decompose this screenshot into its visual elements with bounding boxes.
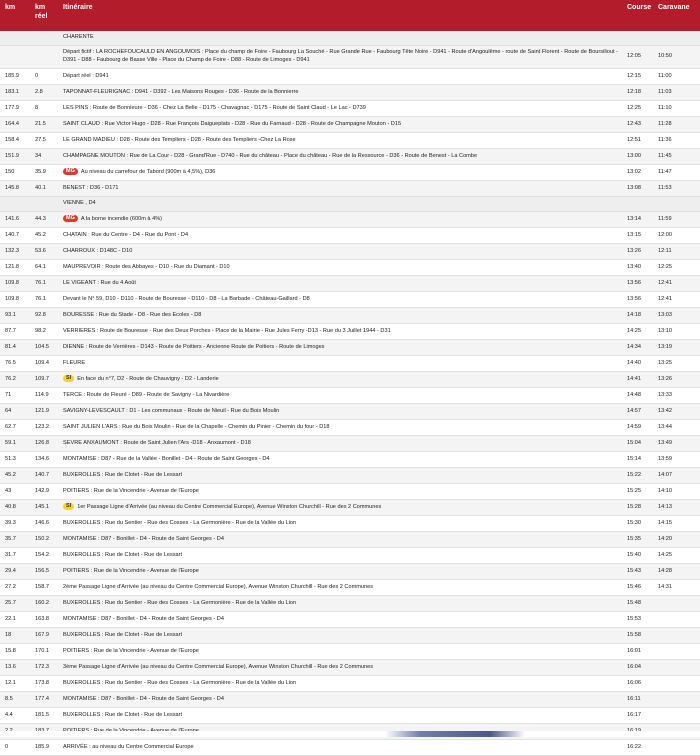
section-row [0, 197, 700, 212]
cell-course: 13:00 [622, 149, 653, 165]
table-row [0, 388, 700, 404]
header-caravane: Caravane [653, 0, 700, 31]
cell-km-reel: 45.2 [30, 228, 58, 244]
cell-caravane: 13:42 [653, 404, 700, 420]
cell-itineraire: MONTAMISE : D87 - Bonillet - D4 - Route de Saint Georges - D4 [58, 532, 622, 548]
cell-km: 29.4 [0, 564, 30, 580]
table-row [0, 484, 700, 500]
table-row [0, 548, 700, 564]
cell-course: 12:51 [622, 133, 653, 149]
cell-course: 14:41 [622, 372, 653, 388]
cell-km: 93.1 [0, 308, 30, 324]
cell-itineraire: SAVIGNY-LEVESCAULT : D1 - Les communaux - Route de Nieuil - Rue du Bois Moulin [58, 404, 622, 420]
cell-caravane: 11:53 [653, 181, 700, 197]
cell-km: 35.7 [0, 532, 30, 548]
table-row [0, 244, 700, 260]
cell-km: 109.8 [0, 276, 30, 292]
cell-km: 62.7 [0, 420, 30, 436]
cell-km: 31.7 [0, 548, 30, 564]
cell-km: 81.4 [0, 340, 30, 356]
cell-caravane: 14:13 [653, 500, 700, 516]
cell-km-reel: 44.3 [30, 212, 58, 228]
cell-caravane [653, 612, 700, 628]
cell-itineraire: POITIERS : Rue de la Vincendrie - Avenue de l'Europe [58, 564, 622, 580]
cell-itineraire: VERRIERES : Route de Bouresse - Rue des Deux Porches - Place de la Mairie - Rue Jules Ferry -D13 - Rue du 3 Juillet 1944 - D31 [58, 324, 622, 340]
cell-km-reel: 150.2 [30, 532, 58, 548]
cell-km [0, 31, 30, 46]
cell-course: 14:25 [622, 324, 653, 340]
cell-caravane: 12:00 [653, 228, 700, 244]
cell-caravane: 12:11 [653, 244, 700, 260]
cell-itineraire: CHARROUX : D148C - D10 [58, 244, 622, 260]
cell-course [622, 197, 653, 212]
cell-course: 12:15 [622, 69, 653, 85]
table-row [0, 165, 700, 181]
table-row [0, 676, 700, 692]
table-row [0, 500, 700, 516]
cell-km: 151.9 [0, 149, 30, 165]
cell-caravane: 14:28 [653, 564, 700, 580]
cell-course: 13:56 [622, 276, 653, 292]
cell-course: 13:26 [622, 244, 653, 260]
cell-course: 13:15 [622, 228, 653, 244]
table-row [0, 516, 700, 532]
cell-itineraire: POITIERS : Rue de la Vincendrie - Avenue de l'Europe [58, 484, 622, 500]
cell-km: 132.3 [0, 244, 30, 260]
cell-km-reel: 2.8 [30, 85, 58, 101]
cell-km: 51.3 [0, 452, 30, 468]
cell-caravane: 14:07 [653, 468, 700, 484]
cell-itineraire: BUXEROLLES : Rue du Sentier - Rue des Cosses - La Germonière - Rue de la Vallée du Lion [58, 596, 622, 612]
cell-km [0, 197, 30, 212]
cell-itineraire [58, 212, 622, 228]
cell-caravane: 13:10 [653, 324, 700, 340]
cell-caravane: 12:41 [653, 276, 700, 292]
si-badge: SI [63, 503, 74, 510]
table-row [0, 292, 700, 308]
cell-course [622, 31, 653, 46]
cell-course: 14:59 [622, 420, 653, 436]
cell-course: 13:08 [622, 181, 653, 197]
cell-course: 16:04 [622, 660, 653, 676]
table-row [0, 660, 700, 676]
cell-km-reel: 163.8 [30, 612, 58, 628]
cell-km-reel: 64.1 [30, 260, 58, 276]
cell-caravane [653, 676, 700, 692]
cell-course: 15:30 [622, 516, 653, 532]
itineraire-text: Au niveau du carrefour de Tabord (900m à 4,5%), D36 [80, 169, 216, 176]
cell-course: 13:56 [622, 292, 653, 308]
table-row [0, 580, 700, 596]
cell-itineraire: BOURESSE : Rue du Stade - D8 - Rue des Ecoles - D8 [58, 308, 622, 324]
cell-km-reel: 167.9 [30, 628, 58, 644]
table-row [0, 708, 700, 724]
cell-course: 15:46 [622, 580, 653, 596]
cell-itineraire: DIENNE : Route de Verrières - D143 - Route de Poitiers - Ancienne Route de Poitiers - Route de Limoges [58, 340, 622, 356]
cell-km-reel: 40.1 [30, 181, 58, 197]
table-row [0, 324, 700, 340]
table-row [0, 69, 700, 85]
cell-caravane: 14:31 [653, 580, 700, 596]
cell-km-reel: 114.9 [30, 388, 58, 404]
cell-km: 40.8 [0, 500, 30, 516]
cell-km: 22.1 [0, 612, 30, 628]
cell-km: 4.4 [0, 708, 30, 724]
cell-km-reel: 177.4 [30, 692, 58, 708]
table-row [0, 436, 700, 452]
cell-itineraire: Départ fictif : LA ROCHEFOUCAULD EN ANGOUMOIS : Place du champ de Foire - Faubourg La Souché - Rue Grande Rue - Faubourg Tête Noire - D941 - Route d'Angoulême - route de Saint Florent - Route de Boursiliout - D391 - D88 - Faubourg de Basse Ville - Place du Champ de Foire - D88 - Route de Limoges - D941 [58, 46, 622, 69]
cell-km: 71 [0, 388, 30, 404]
table-row [0, 372, 700, 388]
table-row [0, 212, 700, 228]
table-header-row [0, 0, 700, 31]
cell-caravane: 11:45 [653, 149, 700, 165]
cell-km-reel: 21.5 [30, 117, 58, 133]
cell-caravane: 12:25 [653, 260, 700, 276]
cell-km: 185.9 [0, 69, 30, 85]
cell-km: 158.4 [0, 133, 30, 149]
cell-course: 13:14 [622, 212, 653, 228]
cell-course: 16:01 [622, 644, 653, 660]
cell-itineraire: BUXEROLLES : Rue de Clotet - Rue de Lessart [58, 708, 622, 724]
table-row [0, 404, 700, 420]
cell-course: 16:17 [622, 708, 653, 724]
cell-course: 15:14 [622, 452, 653, 468]
cell-course: 15:22 [622, 468, 653, 484]
cell-caravane: 13:59 [653, 452, 700, 468]
table-row [0, 356, 700, 372]
cell-caravane: 13:44 [653, 420, 700, 436]
cell-caravane: 11:10 [653, 101, 700, 117]
cell-km-reel: 34 [30, 149, 58, 165]
cell-km-reel: 126.8 [30, 436, 58, 452]
table-row [0, 260, 700, 276]
cell-caravane: 13:03 [653, 308, 700, 324]
cell-km: 177.9 [0, 101, 30, 117]
cell-caravane: 10:50 [653, 46, 700, 69]
cell-itineraire: BENEST : D36 - D171 [58, 181, 622, 197]
table-row [0, 740, 700, 756]
cell-km: 59.1 [0, 436, 30, 452]
mg-badge: MG [63, 168, 78, 175]
cell-caravane: 14:10 [653, 484, 700, 500]
table-row [0, 420, 700, 436]
cell-itineraire [58, 165, 622, 181]
cell-km: 141.6 [0, 212, 30, 228]
table-row [0, 644, 700, 660]
cell-itineraire: CHARENTE [58, 31, 622, 46]
cell-course: 16:11 [622, 692, 653, 708]
cell-itineraire: BUXEROLLES : Rue du Sentier - Rue des Cosses - La Germonière - Rue de la Vallée du Lion [58, 676, 622, 692]
table-row [0, 149, 700, 165]
cell-course: 12:43 [622, 117, 653, 133]
itineraire-text: 1er Passage Ligne d'Arrivée (au niveau du Centre Commercial Europe), Avenue Winston Churchill - Rue des 2 Communes [77, 504, 382, 511]
cell-caravane: 11:00 [653, 69, 700, 85]
cell-km-reel: 154.2 [30, 548, 58, 564]
cell-caravane: 11:59 [653, 212, 700, 228]
cell-itineraire: MONTAMISE : D87 - Bonillet - D4 - Route de Saint Georges - D4 [58, 692, 622, 708]
cell-course: 15:53 [622, 612, 653, 628]
itineraire-text: En face du n°7, D2 - Route de Chauvigny - D2 - Landerie [77, 376, 219, 383]
cell-itineraire: 3ème Passage Ligne d'Arrivée (au niveau du Centre Commercial Europe), Avenue Winston Churchill - Rue des 2 Communes [58, 660, 622, 676]
cell-km-reel: 98.2 [30, 324, 58, 340]
cell-caravane: 14:15 [653, 516, 700, 532]
cell-km: 0 [0, 740, 30, 756]
cell-caravane: 11:36 [653, 133, 700, 149]
cell-km: 164.4 [0, 117, 30, 133]
cell-km: 12.1 [0, 676, 30, 692]
cell-itineraire: SAINT CLAUD : Rue Victor Hugo - D28 - Rue François Daigueplats - D28 - Rue du Farnaud - D28 - Route de Champagne Mouton - D15 [58, 117, 622, 133]
cell-course: 14:34 [622, 340, 653, 356]
cell-km-reel: 158.7 [30, 580, 58, 596]
cell-itineraire: SAINT JULIEN L'ARS : Rue du Bois Moulin - Rue de la Chapelle - Chemin du Pinier - Chemin du four - D18 [58, 420, 622, 436]
cell-course: 13:02 [622, 165, 653, 181]
table-row [0, 101, 700, 117]
table-row [0, 596, 700, 612]
cell-km: 109.8 [0, 292, 30, 308]
cell-itineraire: CHATAIN : Rue du Centre - D4 - Rue du Pont - D4 [58, 228, 622, 244]
cell-km: 43 [0, 484, 30, 500]
header-km-reel: km réel [30, 0, 58, 31]
cell-itineraire: MONTAMISE : D87 - Rue de la Vallée - Bonillet - D4 - Route de Saint Georges - D4 [58, 452, 622, 468]
cell-itineraire: FLEURE [58, 356, 622, 372]
table-row [0, 181, 700, 197]
cell-course: 12:18 [622, 85, 653, 101]
cell-course: 12:05 [622, 46, 653, 69]
cell-km-reel: 134.6 [30, 452, 58, 468]
cell-km-reel: 27.5 [30, 133, 58, 149]
cell-km-reel: 104.5 [30, 340, 58, 356]
cell-km-reel: 145.1 [30, 500, 58, 516]
cell-km: 76.5 [0, 356, 30, 372]
cell-km-reel: 109.7 [30, 372, 58, 388]
cell-caravane [653, 596, 700, 612]
cell-caravane: 13:49 [653, 436, 700, 452]
cell-km-reel: 35.9 [30, 165, 58, 181]
cell-course: 15:48 [622, 596, 653, 612]
cell-itineraire: TAPONNAT-FLEURIGNAC : D941 - D392 - Les Maisons Rouges - D36 - Route de la Bonnierre [58, 85, 622, 101]
cell-itineraire: POITIERS : Rue de la Vincendrie - Avenue de l'Europe [58, 644, 622, 660]
cell-itineraire: BUXEROLLES : Rue de Clotet - Rue de Lessart [58, 548, 622, 564]
cell-km-reel: 170.1 [30, 644, 58, 660]
table-row [0, 46, 700, 69]
cell-course: 15:43 [622, 564, 653, 580]
bottom-image-strip [0, 731, 700, 737]
table-row [0, 117, 700, 133]
cell-caravane [653, 197, 700, 212]
cell-km-reel: 8 [30, 101, 58, 117]
cell-caravane [653, 692, 700, 708]
cell-itineraire [58, 500, 622, 516]
table-row [0, 564, 700, 580]
cell-course: 14:18 [622, 308, 653, 324]
cell-itineraire: MAUPREVOIR : Route des Abbayes - D10 - Rue du Diamant - D10 [58, 260, 622, 276]
cell-caravane: 13:25 [653, 356, 700, 372]
cell-km: 150 [0, 165, 30, 181]
table-row [0, 308, 700, 324]
cell-course: 15:28 [622, 500, 653, 516]
cell-course: 14:57 [622, 404, 653, 420]
cell-km-reel: 156.5 [30, 564, 58, 580]
cell-km: 121.8 [0, 260, 30, 276]
cell-km-reel: 121.9 [30, 404, 58, 420]
cell-itineraire: MONTAMISE : D87 - Bonillet - D4 - Route de Saint Georges - D4 [58, 612, 622, 628]
table-row [0, 612, 700, 628]
cell-km: 18 [0, 628, 30, 644]
cell-km: 183.1 [0, 85, 30, 101]
cell-course: 15:04 [622, 436, 653, 452]
cell-km: 8.5 [0, 692, 30, 708]
table-row [0, 276, 700, 292]
cell-km-reel: 76.1 [30, 292, 58, 308]
cell-km-reel: 185.9 [30, 740, 58, 756]
cell-itineraire: LE GRAND MADIEU : D28 - Route des Templiers - D28 - Route des Templiers -Chez La Rose [58, 133, 622, 149]
cell-itineraire: CHAMPAGNE MOUTON : Rue de La Cour - D28 - Grand'Rue - D740 - Rue du château - Place du château - Rue de la Ressource - D36 - Route de Benest - La Combe [58, 149, 622, 165]
cell-itineraire: BUXEROLLES : Rue du Sentier - Rue des Cosses - La Germonière - Rue de la Vallée du Lion [58, 516, 622, 532]
table-row [0, 628, 700, 644]
si-badge: SI [63, 375, 74, 382]
section-row [0, 31, 700, 46]
cell-km: 15.8 [0, 644, 30, 660]
cell-course: 15:58 [622, 628, 653, 644]
table-row [0, 532, 700, 548]
cell-km-reel: 0 [30, 69, 58, 85]
cell-caravane: 11:47 [653, 165, 700, 181]
cell-caravane [653, 644, 700, 660]
cell-km: 45.2 [0, 468, 30, 484]
cell-course: 15:40 [622, 548, 653, 564]
cell-itineraire: Départ réel : D941 [58, 69, 622, 85]
cell-caravane: 11:03 [653, 85, 700, 101]
cell-km-reel: 123.2 [30, 420, 58, 436]
cell-course: 13:40 [622, 260, 653, 276]
mg-badge: MG [63, 215, 78, 222]
cell-caravane: 13:19 [653, 340, 700, 356]
cell-km: 87.7 [0, 324, 30, 340]
table-row [0, 228, 700, 244]
cell-km-reel [30, 31, 58, 46]
cell-km-reel: 142.9 [30, 484, 58, 500]
cell-km: 76.2 [0, 372, 30, 388]
cell-caravane [653, 628, 700, 644]
cell-caravane [653, 740, 700, 756]
cell-course: 14:40 [622, 356, 653, 372]
table-row [0, 133, 700, 149]
table-row [0, 340, 700, 356]
cell-caravane [653, 31, 700, 46]
cell-caravane: 14:20 [653, 532, 700, 548]
cell-itineraire: BUXEROLLES : Rue de Clotet - Rue de Lessart [58, 628, 622, 644]
table-row [0, 692, 700, 708]
cell-km [0, 46, 30, 69]
cell-caravane: 11:28 [653, 117, 700, 133]
cell-itineraire: TERCE : Route de Fleuré - D89 - Route de Savigny - La Nivardière [58, 388, 622, 404]
cell-km: 27.2 [0, 580, 30, 596]
table-row [0, 452, 700, 468]
header-km: km [0, 0, 30, 31]
cell-itineraire: LE VIGEANT : Rue du 4 Août [58, 276, 622, 292]
cell-km-reel [30, 197, 58, 212]
cell-course: 16:22 [622, 740, 653, 756]
cell-caravane: 12:41 [653, 292, 700, 308]
cell-km: 64 [0, 404, 30, 420]
cell-km: 13.6 [0, 660, 30, 676]
header-course: Course [622, 0, 653, 31]
cell-km-reel: 92.8 [30, 308, 58, 324]
cell-caravane [653, 660, 700, 676]
cell-course: 16:06 [622, 676, 653, 692]
cell-caravane: 13:26 [653, 372, 700, 388]
cell-km-reel: 109.4 [30, 356, 58, 372]
cell-itineraire: VIENNE , D4 [58, 197, 622, 212]
cell-caravane: 14:25 [653, 548, 700, 564]
cell-km: 39.3 [0, 516, 30, 532]
cell-km-reel: 172.3 [30, 660, 58, 676]
table-row [0, 468, 700, 484]
cell-itineraire: LES PINS : Route de Bonnieure - D36 - Chez La Belle - D175 - Chavagnac - D175 - Route de Saint Claud - Le Lac - D739 [58, 101, 622, 117]
cell-km-reel: 160.2 [30, 596, 58, 612]
cell-km-reel: 146.6 [30, 516, 58, 532]
cell-km-reel: 140.7 [30, 468, 58, 484]
cell-course: 12:25 [622, 101, 653, 117]
cell-km: 145.8 [0, 181, 30, 197]
cell-itineraire: Devant le N° 59, D10 - D110 - Route de Bouresse - D110 - D8 - La Barbade - Château-Gaillard - D8 [58, 292, 622, 308]
cell-km-reel [30, 46, 58, 69]
cell-km-reel: 53.6 [30, 244, 58, 260]
cell-itineraire: BUXEROLLES : Rue de Clotet - Rue de Lessart [58, 468, 622, 484]
table-row [0, 85, 700, 101]
cell-itineraire: ARRIVÉE : au niveau du Centre Commercial Europe [58, 740, 622, 756]
cell-course: 15:25 [622, 484, 653, 500]
cell-itineraire: SEVRE ANXAUMONT : Route de Saint Julien l'Ars -D18 - Anxaumont - D18 [58, 436, 622, 452]
cell-itineraire [58, 372, 622, 388]
itineraire-text: A la borne incendie (600m à 4%) [80, 216, 163, 223]
cell-km-reel: 181.5 [30, 708, 58, 724]
cell-caravane [653, 708, 700, 724]
header-itineraire: Itinéraire [58, 0, 622, 31]
cell-km-reel: 76.1 [30, 276, 58, 292]
cell-caravane: 13:33 [653, 388, 700, 404]
cell-km-reel: 173.8 [30, 676, 58, 692]
cell-km: 140.7 [0, 228, 30, 244]
cell-itineraire: 2ème Passage Ligne d'Arrivée (au niveau du Centre Commercial Europe), Avenue Winston Churchill - Rue des 2 Communes [58, 580, 622, 596]
cell-km: 25.7 [0, 596, 30, 612]
cell-course: 14:48 [622, 388, 653, 404]
cell-course: 15:35 [622, 532, 653, 548]
